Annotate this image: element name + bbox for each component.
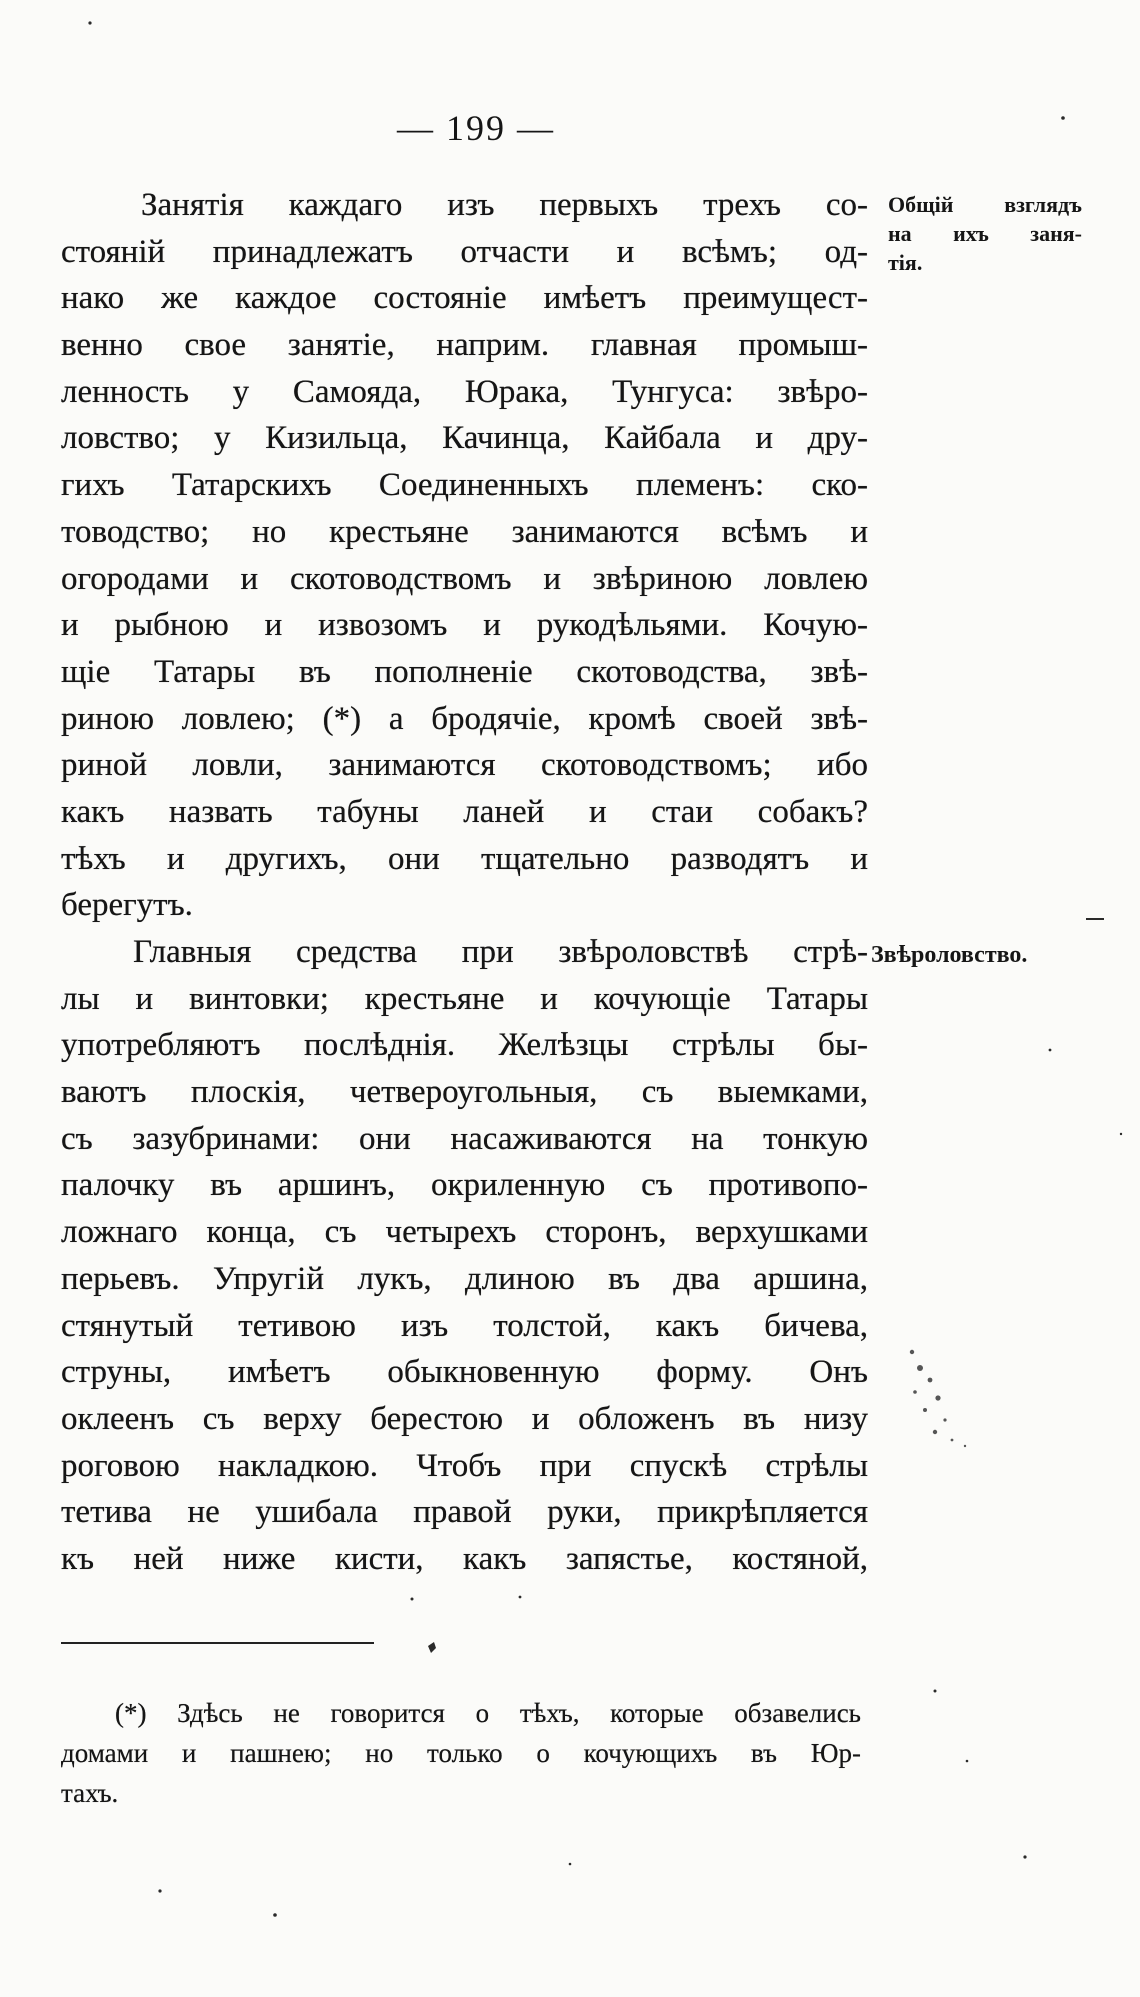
margin-note-line: тія. (888, 250, 923, 275)
text-line: щіе Татары въ пополненіе скотоводства, звѣ- (61, 653, 868, 690)
text-line: палочку въ аршинъ, окриленную съ противопо- (61, 1167, 868, 1204)
margin-note-hunting (871, 940, 1071, 970)
speck (1061, 116, 1065, 120)
text-line: гихъ Татарскихъ Соединенныхъ племенъ: ско- (61, 467, 868, 504)
text-line: тѣхъ и другихъ, они тщательно разводятъ и (61, 840, 868, 877)
margin-note-line: Звѣроловство. (871, 942, 1028, 968)
text-line: риной ловли, занимаются скотоводствомъ; ибо (61, 747, 868, 784)
text-line: стянутый тетивою изъ толстой, какъ бичева, (61, 1307, 868, 1344)
speck (1086, 918, 1104, 920)
text-line: ловство; у Кизильца, Качинца, Кайбала и дру- (61, 420, 868, 457)
paragraph (61, 929, 868, 1583)
speck (1120, 1133, 1122, 1135)
text-line: съ зазубринами: они насаживаются на тонкую (61, 1120, 868, 1157)
footnote (61, 1693, 861, 1813)
footnote-separator (61, 1642, 374, 1644)
speck (158, 1889, 161, 1892)
speck (933, 1430, 937, 1434)
speck (1023, 1855, 1026, 1858)
text-line: риною ловлею; (*) а бродячіе, кромѣ своей звѣ- (61, 700, 868, 737)
speck (273, 1913, 277, 1917)
text-line: ваютъ плоскія, четвероугольныя, съ выемками, (61, 1074, 868, 1111)
text-line: Главныя средства при звѣроловствѣ стрѣ- (133, 934, 868, 970)
text-line: оклеенъ съ верху берестою и обложенъ въ низу (61, 1400, 868, 1437)
text-line: тетива не ушибала правой руки, прикрѣпляется (61, 1494, 868, 1531)
speck (913, 1390, 917, 1394)
speck (935, 1395, 940, 1400)
footnote-line: домами и пашнею; но только о кочующихъ въ Юр- (61, 1738, 861, 1768)
speck (910, 1350, 914, 1354)
text-line: Занятія каждаго изъ первыхъ трехъ со- (141, 187, 868, 223)
text-line: венно свое занятіе, наприм. главная промыш- (61, 327, 868, 364)
speck (411, 1598, 414, 1601)
speck (1049, 1049, 1052, 1052)
text-line: огородами и скотоводствомъ и звѣриною ловлею (61, 560, 868, 597)
footnote-line: тахъ. (61, 1778, 119, 1808)
speck (569, 1863, 572, 1866)
speck (934, 1690, 937, 1693)
speck (923, 1408, 927, 1412)
text-line: и рыбною и извозомъ и рукодѣльями. Кочую- (61, 607, 868, 644)
text-line: нако же каждое состояніе имѣетъ преимущест- (61, 280, 868, 317)
speck (943, 1418, 946, 1421)
text-line: струны, имѣетъ обыкновенную форму. Онъ (61, 1354, 868, 1391)
page-number: — 199 — (397, 108, 555, 148)
main-text-column (61, 182, 868, 1583)
text-line: какъ назвать табуны ланей и стаи собакъ? (61, 793, 868, 830)
speck (966, 1760, 969, 1763)
footnote-line: (*) Здѣсь не говорится о тѣхъ, которые обзавелись (115, 1698, 861, 1728)
text-line: ленность у Самояда, Юрака, Тунгуса: звѣро- (61, 373, 868, 410)
text-line: перьевъ. Упругій лукъ, длиною въ два аршина, (61, 1260, 868, 1297)
text-line: роговою накладкою. Чтобъ при спускѣ стрѣлы (61, 1447, 868, 1484)
margin-note-line: Общій взглядъ (888, 192, 1082, 217)
speck (428, 1642, 436, 1653)
speck (964, 1445, 966, 1447)
text-line: товодство; но крестьяне занимаются всѣмъ и (61, 513, 868, 550)
text-line: ложнаго конца, съ четырехъ сторонъ, верхушками (61, 1214, 868, 1251)
text-line: употребляютъ послѣднія. Желѣзцы стрѣлы бы- (61, 1027, 868, 1064)
text-line: лы и винтовки; крестьяне и кочующіе Татары (61, 980, 868, 1017)
text-line: берегутъ. (61, 887, 193, 924)
speck (951, 1439, 954, 1442)
speck (928, 1378, 933, 1383)
margin-note-line: на ихъ заня- (888, 221, 1082, 246)
text-line: стояній принадлежатъ отчасти и всѣмъ; од- (61, 233, 868, 270)
speck (519, 1596, 522, 1599)
text-line: къ ней ниже кисти, какъ запястье, костяной, (61, 1540, 868, 1577)
speck (88, 21, 91, 24)
paragraph (61, 182, 868, 929)
speck (917, 1365, 923, 1371)
margin-note-general-view (888, 190, 1082, 277)
